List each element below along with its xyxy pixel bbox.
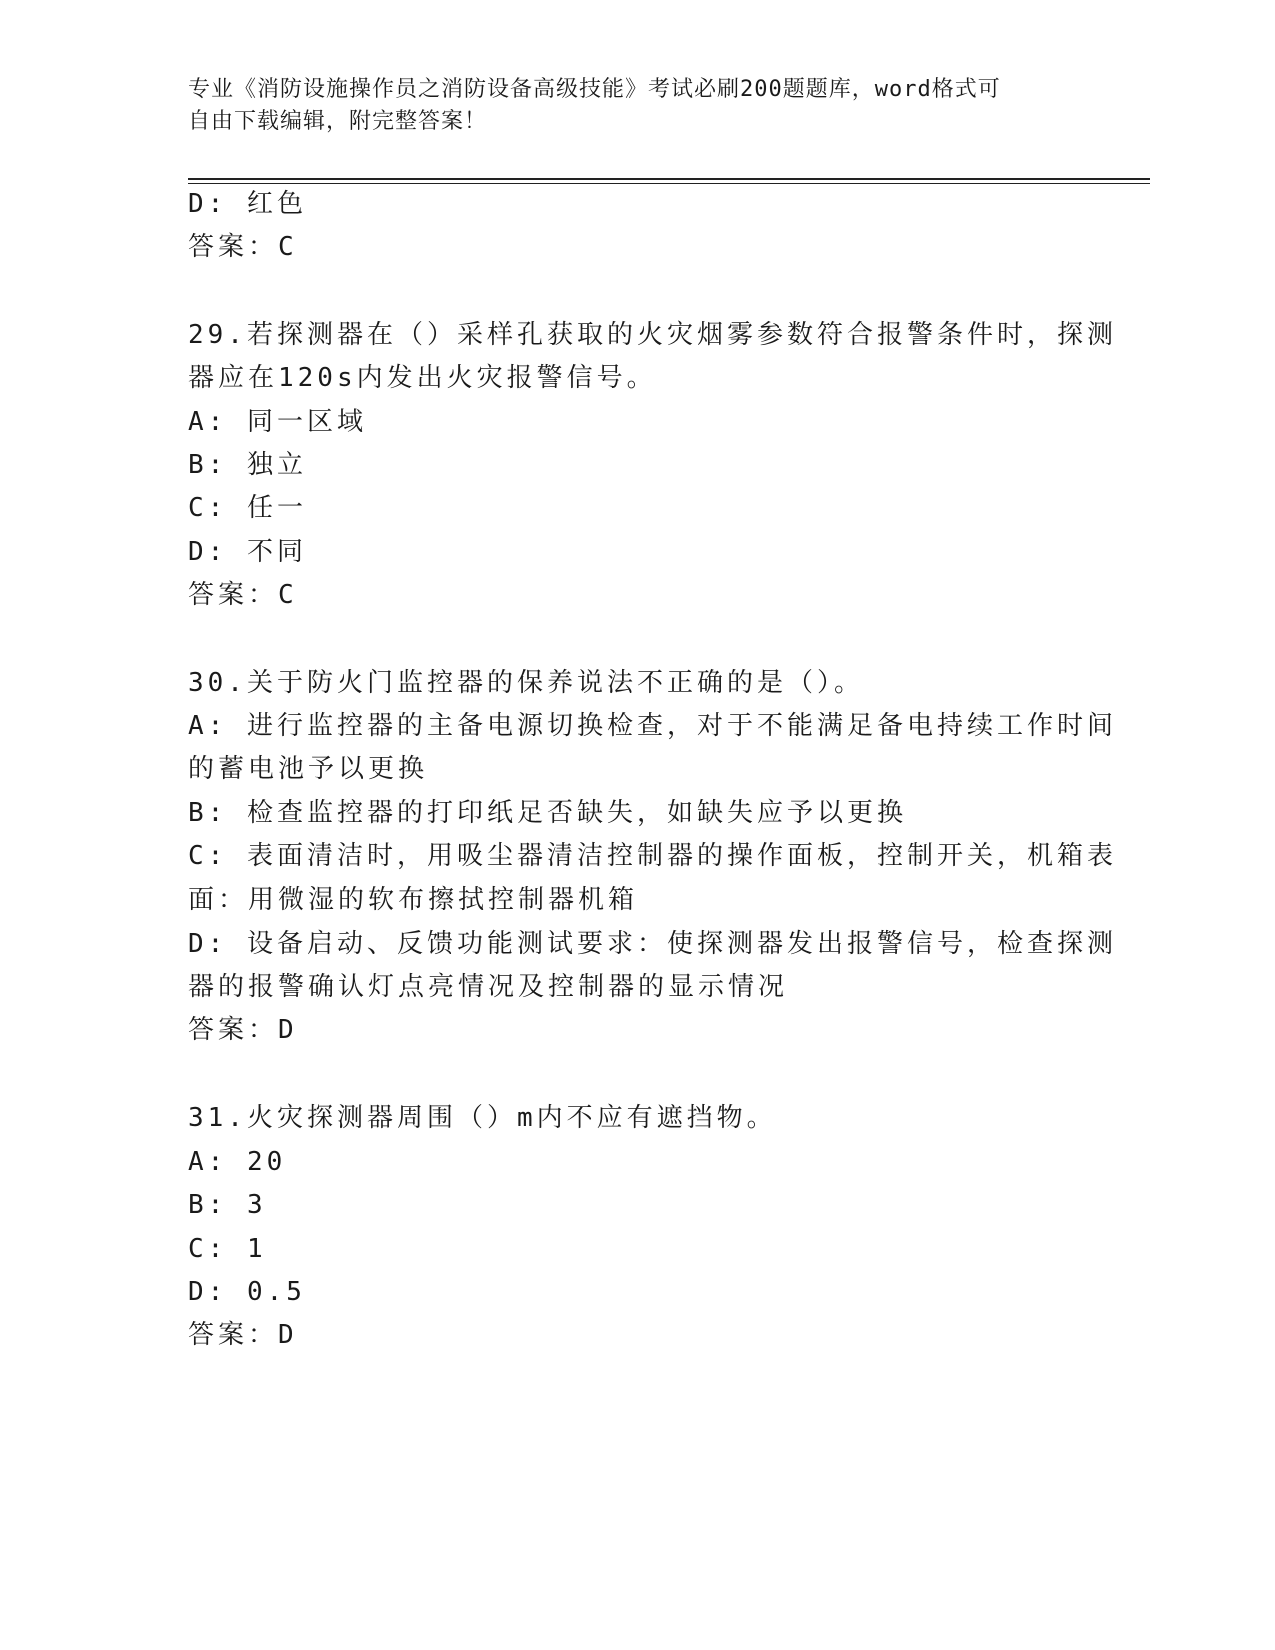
- q28-answer: 答案：C: [188, 232, 298, 262]
- q30-option-a-line-2: 的蓄电池予以更换: [188, 754, 429, 784]
- header-line-2: 自由下载编辑，附完整答案！: [188, 109, 488, 134]
- q30-option-d-line-1: D: 设备启动、反馈功能测试要求：使探测器发出报警信号，检查探测: [188, 929, 1117, 959]
- header-line-1: 专业《消防设施操作员之消防设备高级技能》考试必刷200题题库，word格式可: [188, 77, 1001, 102]
- q29-option-a: A: 同一区域: [188, 407, 367, 437]
- header-divider-thin: [188, 183, 1150, 184]
- q29-option-d: D: 不同: [188, 537, 307, 567]
- q29-option-b: B: 独立: [188, 450, 307, 480]
- q29-stem-line-2: 器应在120s内发出火灾报警信号。: [188, 363, 657, 393]
- q31-option-d: D: 0.5: [188, 1277, 306, 1307]
- q30-option-c-line-1: C: 表面清洁时，用吸尘器清洁控制器的操作面板，控制开关，机箱表: [188, 841, 1117, 871]
- q31-option-a: A: 20: [188, 1147, 287, 1177]
- q31-option-c: C: 1: [188, 1234, 267, 1264]
- q31-answer: 答案：D: [188, 1320, 298, 1350]
- q30-answer: 答案：D: [188, 1015, 298, 1045]
- q30-option-d-line-2: 器的报警确认灯点亮情况及控制器的显示情况: [188, 972, 789, 1002]
- q29-stem-line-1: 29.若探测器在（）采样孔获取的火灾烟雾参数符合报警条件时，探测: [188, 320, 1117, 350]
- q30-option-b: B: 检查监控器的打印纸足否缺失，如缺失应予以更换: [188, 798, 907, 828]
- header-divider-thick: [188, 178, 1150, 180]
- q31-option-b: B: 3: [188, 1190, 267, 1220]
- q29-answer: 答案：C: [188, 580, 298, 610]
- q28-option-d: D: 红色: [188, 189, 307, 219]
- q30-option-c-line-2: 面：用微湿的软布擦拭控制器机箱: [188, 885, 639, 915]
- q31-stem: 31.火灾探测器周围（）m内不应有遮挡物。: [188, 1103, 777, 1133]
- q30-stem: 30.关于防火门监控器的保养说法不正确的是（）。: [188, 668, 864, 698]
- q30-option-a-line-1: A: 进行监控器的主备电源切换检查，对于不能满足备电持续工作时间: [188, 711, 1117, 741]
- q29-option-c: C: 任一: [188, 493, 307, 523]
- page-header: [188, 74, 1088, 138]
